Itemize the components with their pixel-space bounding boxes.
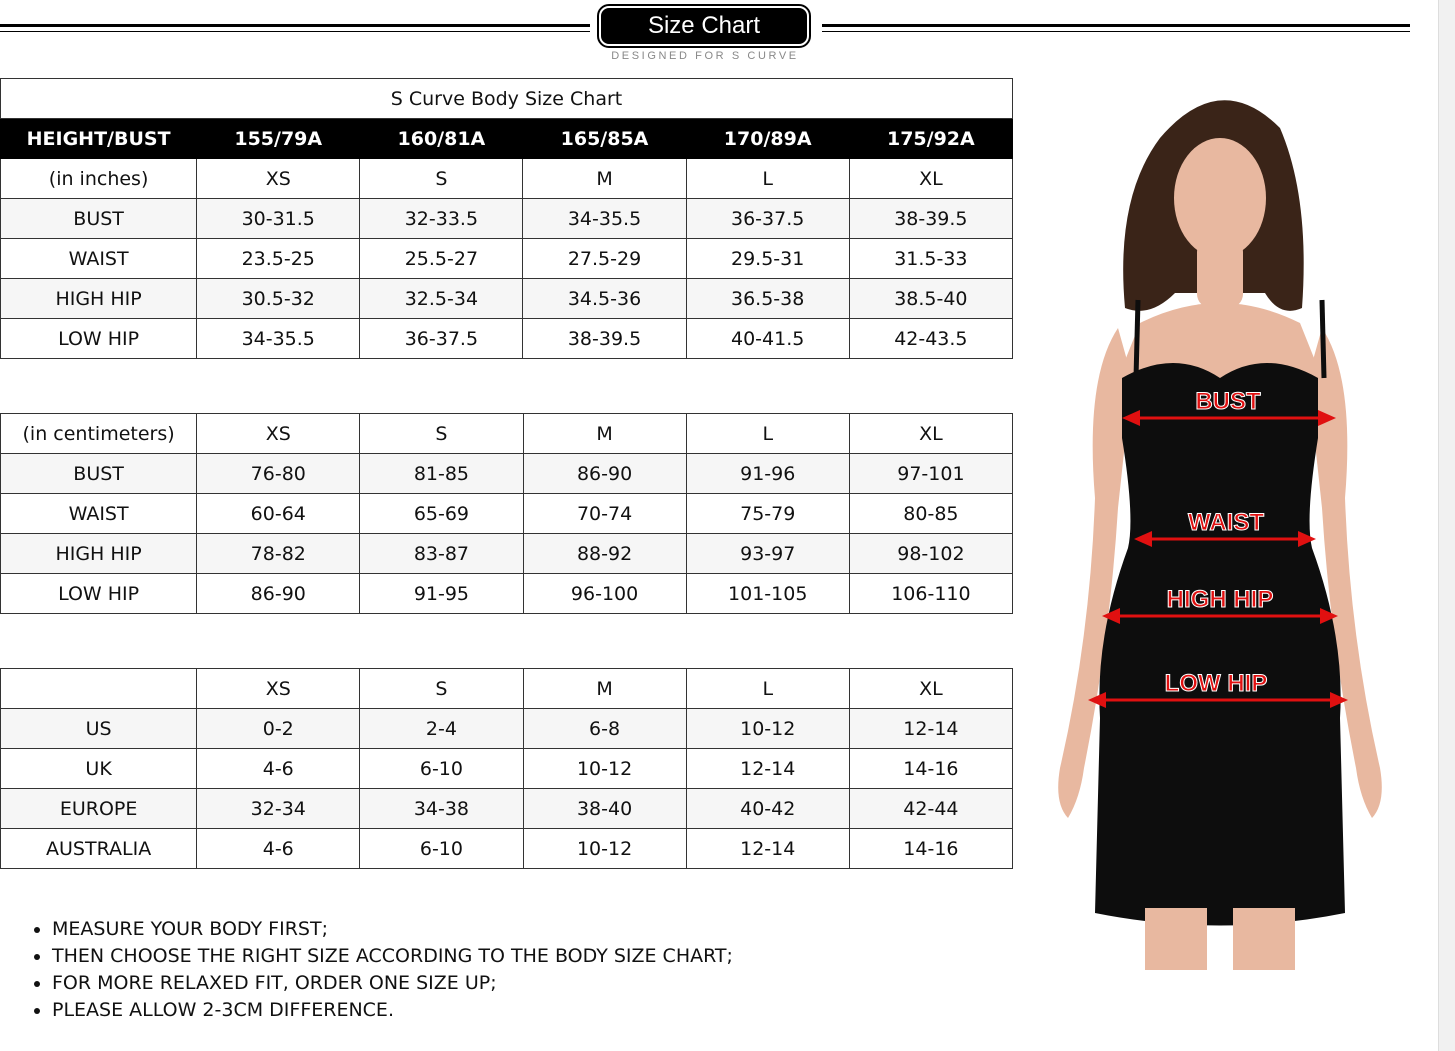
size-value-cell: M bbox=[523, 414, 686, 454]
header-cell: HEIGHT/BUST bbox=[1, 119, 197, 159]
size-value-cell: 81-85 bbox=[360, 454, 523, 494]
size-value-cell: 6-8 bbox=[523, 709, 686, 749]
size-value-cell: 65-69 bbox=[360, 494, 523, 534]
header-cell: 155/79A bbox=[197, 119, 360, 159]
table-row bbox=[1, 414, 1013, 454]
size-value-cell: 23.5-25 bbox=[197, 239, 360, 279]
size-value-cell: 31.5-33 bbox=[849, 239, 1012, 279]
row-label-cell: WAIST bbox=[1, 494, 197, 534]
size-value-cell: 29.5-31 bbox=[686, 239, 849, 279]
size-value-cell: 34-35.5 bbox=[197, 319, 360, 359]
table-header-row bbox=[1, 119, 1013, 159]
size-value-cell: 34.5-36 bbox=[523, 279, 686, 319]
size-value-cell: 10-12 bbox=[523, 749, 686, 789]
size-value-cell: 40-42 bbox=[686, 789, 849, 829]
header-rule-left bbox=[0, 24, 590, 32]
table-row bbox=[1, 749, 1013, 789]
size-value-cell: 38-39.5 bbox=[849, 199, 1012, 239]
size-value-cell: 30.5-32 bbox=[197, 279, 360, 319]
table-row bbox=[1, 159, 1013, 199]
note-item: • THEN CHOOSE THE RIGHT SIZE ACCORDING TO THE BODY SIZE CHART; bbox=[52, 943, 733, 970]
size-value-cell: 40-41.5 bbox=[686, 319, 849, 359]
row-label-cell: (in inches) bbox=[1, 159, 197, 199]
size-value-cell: 80-85 bbox=[849, 494, 1012, 534]
size-value-cell: L bbox=[686, 414, 849, 454]
measure-label: BUST bbox=[1195, 388, 1261, 415]
size-value-cell: 38.5-40 bbox=[849, 279, 1012, 319]
size-value-cell: S bbox=[360, 159, 523, 199]
header-cell: 175/92A bbox=[849, 119, 1012, 159]
size-value-cell: S bbox=[360, 669, 523, 709]
header-cell: 160/81A bbox=[360, 119, 523, 159]
size-value-cell: 60-64 bbox=[197, 494, 360, 534]
row-label-cell: LOW HIP bbox=[1, 574, 197, 614]
header-cell: 170/89A bbox=[686, 119, 849, 159]
table-row bbox=[1, 454, 1013, 494]
header-rule-right bbox=[822, 24, 1410, 32]
row-label-cell: AUSTRALIA bbox=[1, 829, 197, 869]
row-label-cell: UK bbox=[1, 749, 197, 789]
row-label-cell: WAIST bbox=[1, 239, 197, 279]
row-label-cell: HIGH HIP bbox=[1, 279, 197, 319]
size-value-cell: 75-79 bbox=[686, 494, 849, 534]
size-value-cell: 91-96 bbox=[686, 454, 849, 494]
measure-label: LOW HIP bbox=[1164, 670, 1268, 697]
size-value-cell: 10-12 bbox=[523, 829, 686, 869]
size-value-cell: 70-74 bbox=[523, 494, 686, 534]
size-value-cell: 30-31.5 bbox=[197, 199, 360, 239]
size-value-cell: 88-92 bbox=[523, 534, 686, 574]
size-value-cell: 36-37.5 bbox=[360, 319, 523, 359]
row-label-cell: LOW HIP bbox=[1, 319, 197, 359]
table-row bbox=[1, 534, 1013, 574]
size-value-cell: XS bbox=[197, 669, 360, 709]
size-value-cell: 34-38 bbox=[360, 789, 523, 829]
size-value-cell: 106-110 bbox=[849, 574, 1012, 614]
table-row bbox=[1, 574, 1013, 614]
table-row bbox=[1, 494, 1013, 534]
size-value-cell: 4-6 bbox=[197, 829, 360, 869]
size-value-cell: 97-101 bbox=[849, 454, 1012, 494]
size-value-cell: 34-35.5 bbox=[523, 199, 686, 239]
vertical-scrollbar[interactable] bbox=[1438, 0, 1455, 1051]
international-size-table bbox=[0, 668, 1013, 869]
size-value-cell: 42-43.5 bbox=[849, 319, 1012, 359]
model-figure bbox=[1040, 78, 1400, 970]
size-value-cell: 91-95 bbox=[360, 574, 523, 614]
size-value-cell: 14-16 bbox=[849, 749, 1012, 789]
size-value-cell: S bbox=[360, 414, 523, 454]
table-row bbox=[1, 789, 1013, 829]
table-row bbox=[1, 239, 1013, 279]
table-row bbox=[1, 319, 1013, 359]
row-label-cell: (in centimeters) bbox=[1, 414, 197, 454]
size-value-cell: 12-14 bbox=[849, 709, 1012, 749]
size-value-cell: 32.5-34 bbox=[360, 279, 523, 319]
size-value-cell: 2-4 bbox=[360, 709, 523, 749]
size-notes-list bbox=[26, 916, 733, 1024]
row-label-cell bbox=[1, 669, 197, 709]
measure-label: HIGH HIP bbox=[1166, 586, 1274, 613]
note-item: • MEASURE YOUR BODY FIRST; bbox=[52, 916, 733, 943]
size-value-cell: 76-80 bbox=[197, 454, 360, 494]
size-value-cell: 98-102 bbox=[849, 534, 1012, 574]
note-item: • FOR MORE RELAXED FIT, ORDER ONE SIZE UP; bbox=[52, 970, 733, 997]
row-label-cell: HIGH HIP bbox=[1, 534, 197, 574]
size-value-cell: 86-90 bbox=[523, 454, 686, 494]
header-cell: 165/85A bbox=[523, 119, 686, 159]
size-value-cell: 12-14 bbox=[686, 749, 849, 789]
table-row bbox=[1, 709, 1013, 749]
table-row bbox=[1, 279, 1013, 319]
size-value-cell: XL bbox=[849, 159, 1012, 199]
size-value-cell: 0-2 bbox=[197, 709, 360, 749]
size-value-cell: 25.5-27 bbox=[360, 239, 523, 279]
size-value-cell: 27.5-29 bbox=[523, 239, 686, 279]
note-item: • PLEASE ALLOW 2-3CM DIFFERENCE. bbox=[52, 997, 733, 1024]
size-value-cell: 38-39.5 bbox=[523, 319, 686, 359]
size-value-cell: 93-97 bbox=[686, 534, 849, 574]
size-chart-badge: Size Chart bbox=[599, 6, 809, 46]
size-value-cell: 6-10 bbox=[360, 749, 523, 789]
model-illustration bbox=[1040, 78, 1400, 970]
size-value-cell: 6-10 bbox=[360, 829, 523, 869]
size-value-cell: XS bbox=[197, 159, 360, 199]
size-value-cell: 36.5-38 bbox=[686, 279, 849, 319]
table-row bbox=[1, 829, 1013, 869]
row-label-cell: BUST bbox=[1, 454, 197, 494]
size-value-cell: 42-44 bbox=[849, 789, 1012, 829]
size-value-cell: L bbox=[686, 159, 849, 199]
size-value-cell: M bbox=[523, 669, 686, 709]
row-label-cell: US bbox=[1, 709, 197, 749]
size-value-cell: XL bbox=[849, 669, 1012, 709]
table-caption: S Curve Body Size Chart bbox=[1, 79, 1013, 119]
size-value-cell: 32-33.5 bbox=[360, 199, 523, 239]
size-value-cell: 36-37.5 bbox=[686, 199, 849, 239]
size-value-cell: 38-40 bbox=[523, 789, 686, 829]
size-value-cell: 86-90 bbox=[197, 574, 360, 614]
size-value-cell: XS bbox=[197, 414, 360, 454]
row-label-cell: EUROPE bbox=[1, 789, 197, 829]
size-value-cell: 4-6 bbox=[197, 749, 360, 789]
size-value-cell: XL bbox=[849, 414, 1012, 454]
measure-label: WAIST bbox=[1188, 509, 1264, 536]
header-tagline: DESIGNED FOR S CURVE bbox=[611, 50, 799, 62]
table-row bbox=[1, 669, 1013, 709]
size-value-cell: 78-82 bbox=[197, 534, 360, 574]
size-value-cell: 10-12 bbox=[686, 709, 849, 749]
inches-size-table bbox=[0, 78, 1013, 359]
table-row bbox=[1, 199, 1013, 239]
centimeters-size-table bbox=[0, 413, 1013, 614]
size-value-cell: 96-100 bbox=[523, 574, 686, 614]
row-label-cell: BUST bbox=[1, 199, 197, 239]
size-value-cell: 14-16 bbox=[849, 829, 1012, 869]
size-value-cell: 101-105 bbox=[686, 574, 849, 614]
size-value-cell: 12-14 bbox=[686, 829, 849, 869]
size-value-cell: 32-34 bbox=[197, 789, 360, 829]
size-value-cell: 83-87 bbox=[360, 534, 523, 574]
size-value-cell: M bbox=[523, 159, 686, 199]
size-value-cell: L bbox=[686, 669, 849, 709]
